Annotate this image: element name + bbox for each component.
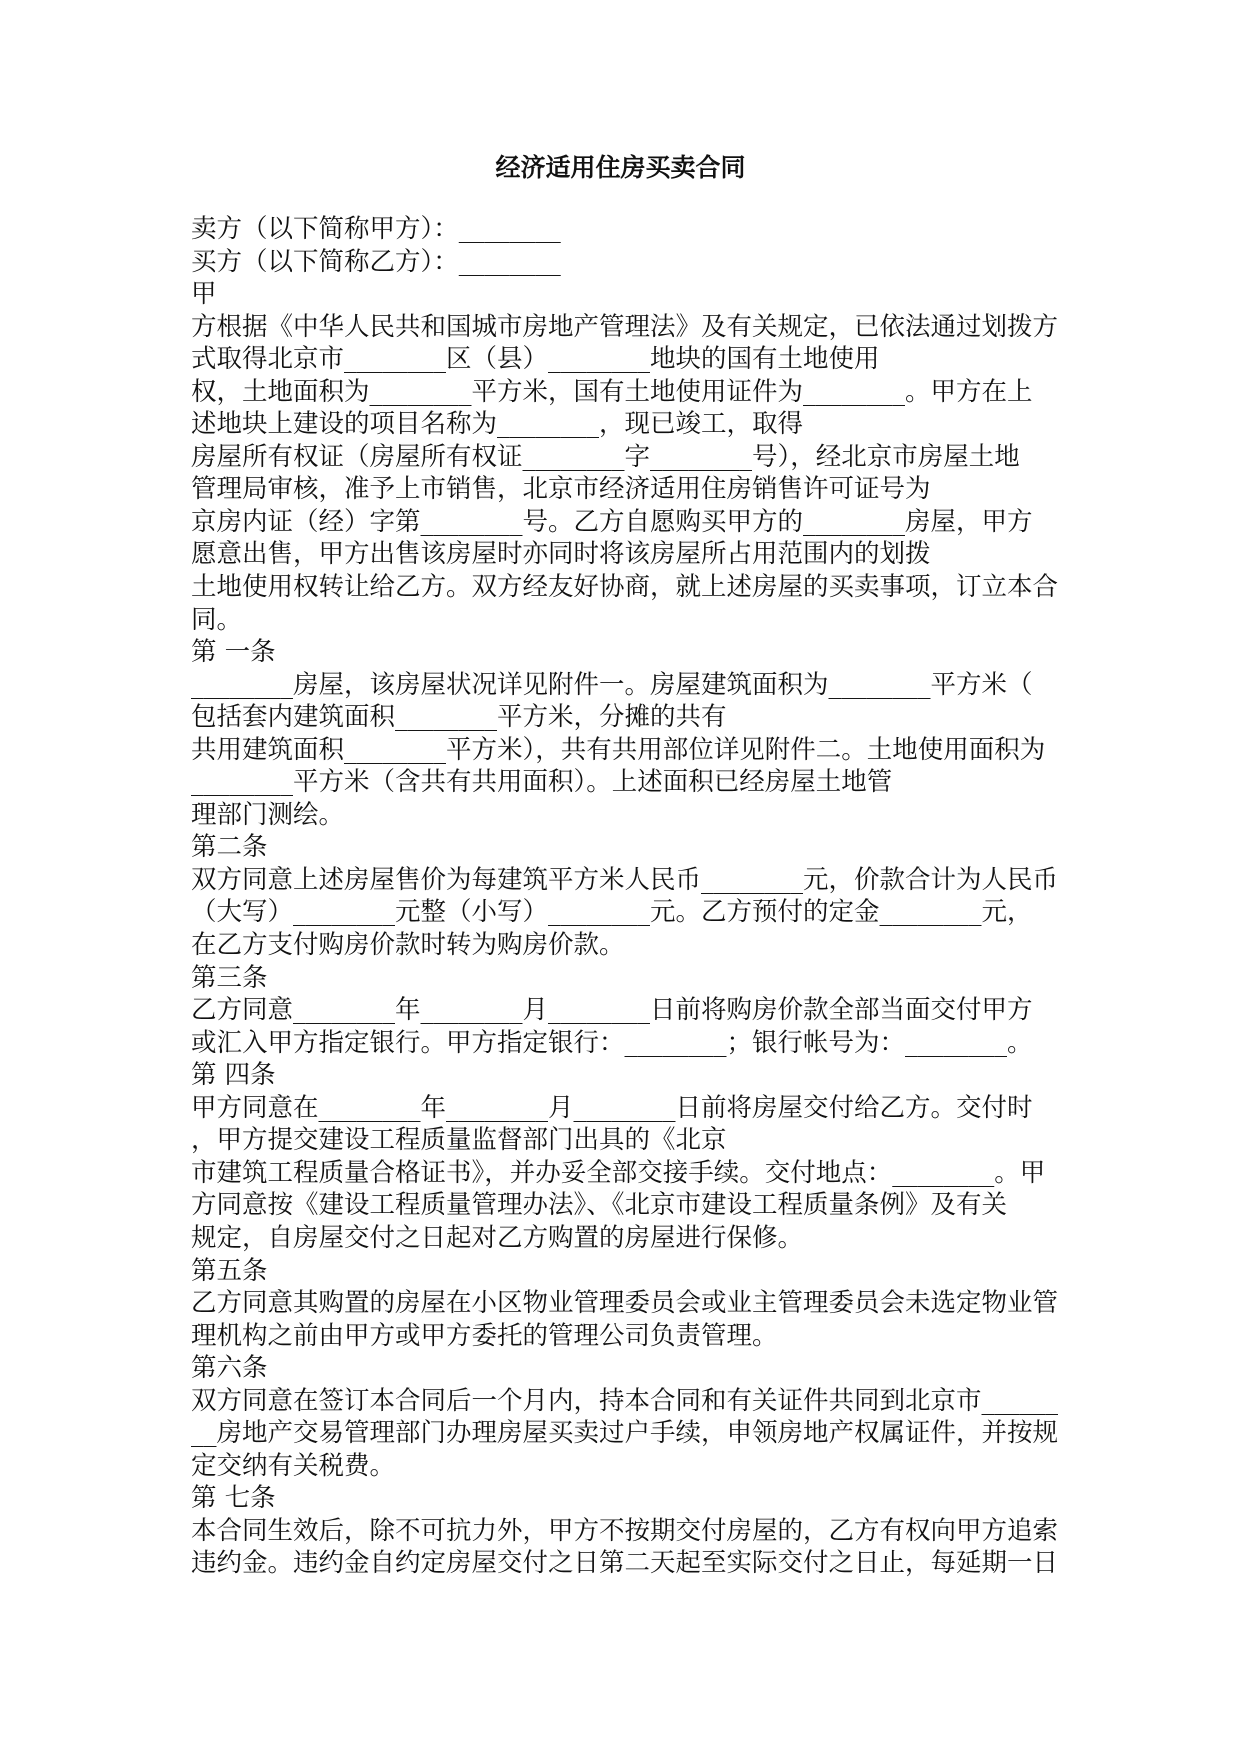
document-line: __房地产交易管理部门办理房屋买卖过户手续，申领房地产权属证件，并按规 <box>191 1418 1059 1449</box>
document-line: 双方同意上述房屋售价为每建筑平方米人民币________元，价款合计为人民币 <box>191 864 1059 895</box>
document-line: 双方同意在签订本合同后一个月内，持本合同和有关证件共同到北京市______ <box>191 1385 1059 1416</box>
document-line: 第 一条 <box>191 637 276 668</box>
document-line: 或汇入甲方指定银行。甲方指定银行：________；银行帐号为：________。 <box>191 1027 1033 1058</box>
document-line: 方根据《中华人民共和国城市房地产管理法》及有关规定，已依法通过划拨方 <box>191 311 1059 342</box>
document-line: 第 七条 <box>191 1483 276 1514</box>
document-line: 述地块上建设的项目名称为________，现已竣工，取得 <box>191 409 804 440</box>
document-line: 第六条 <box>191 1353 268 1384</box>
document-line: 方同意按《建设工程质量管理办法》、《北京市建设工程质量条例》及有关 <box>191 1190 1008 1221</box>
document-line: 甲 <box>191 279 217 310</box>
document-line: 第 四条 <box>191 1060 276 1091</box>
document-line: （大写）________元整（小写）________元。乙方预付的定金________元， <box>191 897 1033 928</box>
document-line: 权，土地面积为________平方米，国有土地使用证件为________。甲方在上 <box>191 376 1033 407</box>
document-line: 甲方同意在________年________月________日前将房屋交付给乙方。交付时 <box>191 1092 1033 1123</box>
document-line: 式取得北京市________区（县）________地块的国有土地使用 <box>191 344 880 375</box>
document-line: 第五条 <box>191 1255 268 1286</box>
document-line: ________平方米（含共有共用面积）。上述面积已经房屋土地管 <box>191 767 893 798</box>
document-line: 违约金。违约金自约定房屋交付之日第二天起至实际交付之日止，每延期一日 <box>191 1548 1059 1579</box>
document-line: 规定，自房屋交付之日起对乙方购置的房屋进行保修。 <box>191 1222 804 1253</box>
document-line: 卖方（以下简称甲方）：________ <box>191 214 561 244</box>
document-line: 本合同生效后，除不可抗力外，甲方不按期交付房屋的，乙方有权向甲方追索 <box>191 1515 1059 1546</box>
document-line: 同。 <box>191 604 243 635</box>
document-body <box>191 213 1071 1580</box>
document-line: 乙方同意________年________月________日前将购房价款全部当面交付甲方 <box>191 995 1033 1026</box>
document-line: 买方（以下简称乙方）：________ <box>191 246 561 277</box>
document-line: 第三条 <box>191 962 268 993</box>
document-line: 在乙方支付购房价款时转为购房价款。 <box>191 930 625 961</box>
document-line: 土地使用权转让给乙方。双方经友好协商，就上述房屋的买卖事项，订立本合 <box>191 572 1059 603</box>
document-line: ________房屋，该房屋状况详见附件一。房屋建筑面积为________平方米（ <box>191 669 1033 700</box>
document-line: 包括套内建筑面积________平方米，分摊的共有 <box>191 702 727 733</box>
document-line: 管理局审核，准予上市销售，北京市经济适用住房销售许可证号为 <box>191 474 931 505</box>
document-title: 经济适用住房买卖合同 <box>495 153 746 182</box>
document-line: 京房内证（经）字第________号。乙方自愿购买甲方的________房屋，甲方 <box>191 506 1033 537</box>
document-line: 定交纳有关税费。 <box>191 1450 396 1481</box>
document-line: 市建筑工程质量合格证书》，并办妥全部交接手续。交付地点：________。甲 <box>191 1157 1046 1188</box>
document-line: 第二条 <box>191 832 268 863</box>
document-line: 房屋所有权证（房屋所有权证________字________号），经北京市房屋土地 <box>191 441 1020 472</box>
document-line: 理部门测绘。 <box>191 799 345 830</box>
document-line: 理机构之前由甲方或甲方委托的管理公司负责管理。 <box>191 1320 778 1351</box>
document-line: 愿意出售，甲方出售该房屋时亦同时将该房屋所占用范围内的划拨 <box>191 539 931 570</box>
document-line: ，甲方提交建设工程质量监督部门出具的《北京 <box>191 1125 727 1156</box>
document-line: 乙方同意其购置的房屋在小区物业管理委员会或业主管理委员会未选定物业管 <box>191 1288 1059 1319</box>
document-line: 共用建筑面积________平方米），共有共用部位详见附件二。土地使用面积为 <box>191 734 1046 765</box>
